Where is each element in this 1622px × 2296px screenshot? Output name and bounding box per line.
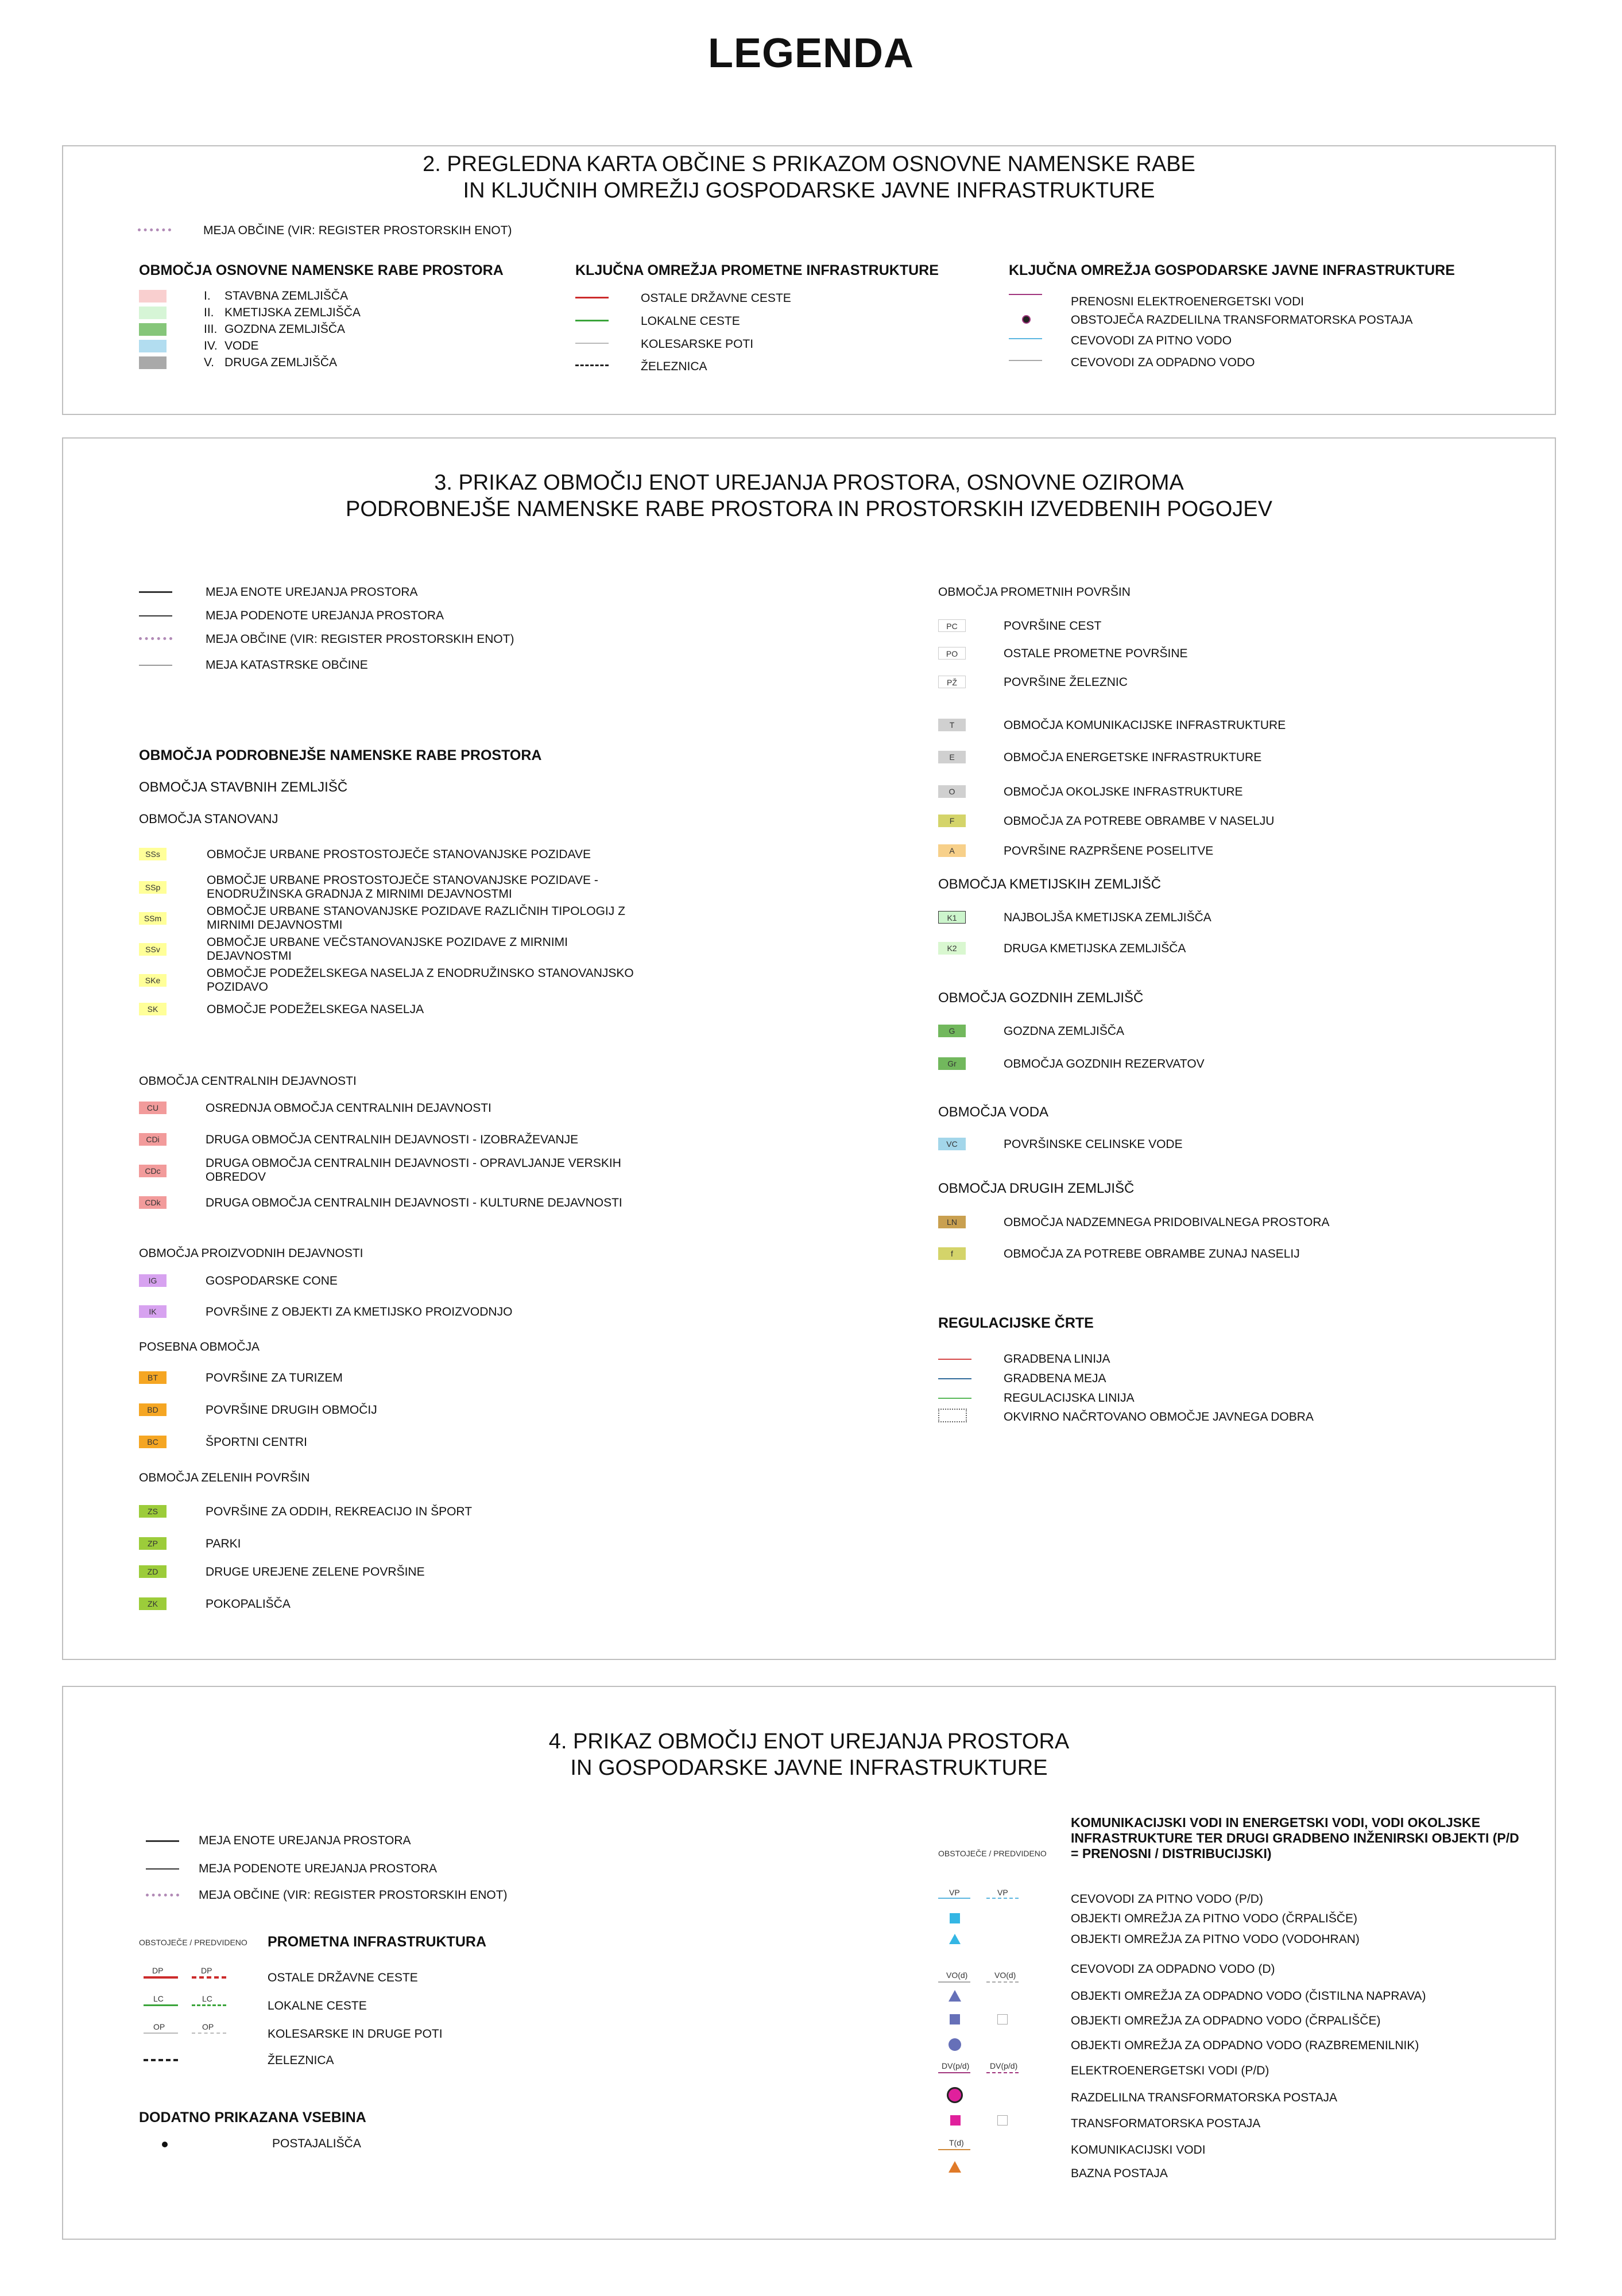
- local-road-line-icon: [575, 320, 609, 321]
- state-road-existing-icon: [144, 1976, 178, 1979]
- power-line-planned-icon: [986, 2072, 1019, 2073]
- landuse-swatch-ii: [139, 307, 167, 319]
- utility-objects-heading: KOMUNIKACIJSKI VODI IN ENERGETSKI VODI, VODI OKOLJSKE INFRASTRUKTURE TER DRUGI GRADBENO INŽENIRSKI OBJEKTI (P/D = PRENOSNI / DISTRIBUCIJSKI): [1071, 1815, 1519, 1861]
- housing-item: OBMOČJE PODEŽELSKEGA NASELJA Z ENODRUŽINSKO STANOVANJSKO POZIDAVO: [207, 967, 634, 994]
- regulation-item: GRADBENA LINIJA: [1004, 1352, 1110, 1366]
- swatch-zp: ZP: [139, 1537, 167, 1550]
- landuse-swatch-i: [139, 290, 167, 302]
- municipality-border-line-icon: [139, 637, 172, 640]
- central-item: DRUGA OBMOČJA CENTRALNIH DEJAVNOSTI - OPRAVLJANJE VERSKIH OBREDOV: [206, 1157, 621, 1184]
- wastewater-pipe-existing-icon: [938, 1981, 970, 1983]
- utility-item: PRENOSNI ELEKTROENERGETSKI VODI: [1071, 295, 1304, 308]
- section-2-title-line-1: 2. PREGLEDNA KARTA OBČINE S PRIKAZOM OSNOVNE NAMENSKE RABE: [423, 152, 1195, 176]
- swatch-f-outside: f: [938, 1247, 966, 1260]
- traffic-infra-item: LOKALNE CESTE: [268, 1999, 367, 2012]
- distribution-substation-icon: [947, 2087, 963, 2103]
- power-line-code: DV(p/d): [942, 2061, 970, 2070]
- border-item: MEJA PODENOTE UREJANJA PROSTORA: [199, 1862, 438, 1875]
- swatch-f: F: [938, 815, 966, 827]
- housing-item: OBMOČJE URBANE PROSTOSTOJEČE STANOVANJSKE POZIDAVE - ENODRUŽINSKA GRADNJA Z MIRNIMI DEJAVNOSTMI: [207, 874, 598, 901]
- central-item: DRUGA OBMOČJA CENTRALNIH DEJAVNOSTI - IZOBRAŽEVANJE: [206, 1133, 579, 1146]
- water-pipe-line-icon: [1009, 338, 1042, 339]
- forest-heading: OBMOČJA GOZDNIH ZEMLJIŠČ: [938, 990, 1144, 1006]
- local-road-existing-icon: [144, 2004, 178, 2006]
- traffic-item: KOLESARSKE POTI: [641, 338, 754, 351]
- transformer-station-icon: [1022, 315, 1031, 324]
- border-item: MEJA OBČINE (VIR: REGISTER PROSTORSKIH ENOT): [199, 1888, 508, 1902]
- swatch-ssp: SSp: [139, 881, 167, 894]
- other-land-item: OBMOČJA NADZEMNEGA PRIDOBIVALNEGA PROSTORA: [1004, 1216, 1330, 1229]
- path-existing-icon: [144, 2033, 178, 2034]
- swatch-gr: Gr: [938, 1057, 966, 1070]
- border-item: MEJA OBČINE (VIR: REGISTER PROSTORSKIH ENOT): [206, 633, 514, 646]
- forest-item: OBMOČJA GOZDNIH REZERVATOV: [1004, 1057, 1205, 1071]
- landuse-item: V. DRUGA ZEMLJIŠČA: [204, 356, 338, 369]
- production-heading: OBMOČJA PROIZVODNIH DEJAVNOSTI: [139, 1247, 363, 1260]
- forest-item: GOZDNA ZEMLJIŠČA: [1004, 1025, 1125, 1038]
- wastewater-pumping-icon: [950, 2014, 960, 2024]
- water-pipe-code: VP: [949, 1888, 960, 1897]
- municipality-border-line-icon: [146, 1894, 179, 1896]
- utility-object-item: OBJEKTI OMREŽJA ZA ODPADNO VODO (ČISTILNA NAPRAVA): [1071, 1989, 1426, 2003]
- existing-planned-label: OBSTOJEČE / PREDVIDENO: [139, 1938, 247, 1947]
- wastewater-pipe-planned-icon: [986, 1981, 1019, 1983]
- wastewater-pumping-planned-icon: [997, 2014, 1008, 2024]
- swatch-t: T: [938, 719, 966, 731]
- utility-item: CEVOVODI ZA PITNO VODO: [1071, 334, 1232, 347]
- traffic-infra-item: ŽELEZNICA: [268, 2054, 334, 2067]
- swatch-zd: ZD: [139, 1565, 167, 1578]
- swatch-pz: PŽ: [938, 676, 966, 688]
- green-item: POVRŠINE ZA ODDIH, REKREACIJO IN ŠPORT: [206, 1505, 473, 1518]
- swatch-o: O: [938, 785, 966, 798]
- building-border-icon: [938, 1378, 971, 1379]
- communication-line-code: T(d): [949, 2138, 964, 2147]
- water-pipe-existing-icon: [938, 1898, 970, 1899]
- housing-item: OBMOČJE URBANE PROSTOSTOJEČE STANOVANJSKE POZIDAVE: [207, 848, 591, 861]
- path-code: OP: [153, 2022, 165, 2031]
- special-item: POVRŠINE DRUGIH OBMOČIJ: [206, 1403, 377, 1417]
- swatch-ssS: SSs: [139, 848, 167, 860]
- regulation-item: REGULACIJSKA LINIJA: [1004, 1391, 1135, 1405]
- border-item: MEJA KATASTRSKE OBČINE: [206, 658, 368, 672]
- section-3-panel: [62, 437, 1556, 1660]
- planning-unit-border-line-icon: [139, 591, 172, 593]
- wastewater-pipe-code: VO(d): [946, 1971, 968, 1980]
- agricultural-item: NAJBOLJŠA KMETIJSKA ZEMLJIŠČA: [1004, 911, 1211, 924]
- local-road-code: LC: [153, 1994, 164, 2003]
- swatch-sk: SK: [139, 1003, 167, 1015]
- local-road-planned-icon: [192, 2004, 226, 2006]
- swatch-k2: K2: [938, 942, 966, 955]
- swatch-zk: ZK: [139, 1597, 167, 1610]
- traffic-item: ŽELEZNICA: [641, 360, 707, 373]
- water-reservoir-icon: [949, 1934, 961, 1944]
- housing-item: OBMOČJE URBANE VEČSTANOVANJSKE POZIDAVE Z MIRNIMI DEJAVNOSTMI: [207, 936, 568, 963]
- municipality-border-label: MEJA OBČINE (VIR: REGISTER PROSTORSKIH ENOT): [203, 224, 512, 237]
- production-item: GOSPODARSKE CONE: [206, 1274, 338, 1287]
- cadastral-border-line-icon: [139, 665, 172, 666]
- cycle-path-line-icon: [575, 343, 609, 344]
- production-item: POVRŠINE Z OBJEKTI ZA KMETIJSKO PROIZVODNJO: [206, 1305, 513, 1318]
- utility-object-item: OBJEKTI OMREŽJA ZA PITNO VODO (VODOHRAN): [1071, 1933, 1360, 1946]
- swatch-bd: BD: [139, 1403, 167, 1416]
- state-road-planned-icon: [192, 1976, 226, 1979]
- traffic-item: OSTALE DRŽAVNE CESTE: [641, 292, 791, 305]
- utility-object-item: KOMUNIKACIJSKI VODI: [1071, 2143, 1206, 2157]
- wastewater-pipe-planned-code: VO(d): [994, 1971, 1016, 1980]
- special-item: POVRŠINE ZA TURIZEM: [206, 1371, 343, 1384]
- border-item: MEJA ENOTE UREJANJA PROSTORA: [199, 1834, 411, 1847]
- water-pipe-planned-code: VP: [997, 1888, 1008, 1897]
- path-planned-icon: [192, 2033, 226, 2034]
- traffic-network-heading: KLJUČNA OMREŽJA PROMETNE INFRASTRUKTURE: [575, 262, 939, 278]
- section-4-panel: [62, 1686, 1556, 2240]
- swatch-vc: VC: [938, 1138, 966, 1150]
- traffic-area-item: OBMOČJA ENERGETSKE INFRASTRUKTURE: [1004, 751, 1262, 764]
- detailed-landuse-heading: OBMOČJA PODROBNEJŠE NAMENSKE RABE PROSTORA: [139, 747, 542, 763]
- planning-unit-border-line-icon: [146, 1840, 179, 1842]
- transformer-station-icon: [950, 2115, 961, 2126]
- water-item: POVRŠINSKE CELINSKE VODE: [1004, 1138, 1183, 1151]
- regulation-item: OKVIRNO NAČRTOVANO OBMOČJE JAVNEGA DOBRA: [1004, 1410, 1314, 1424]
- landuse-item: III. GOZDNA ZEMLJIŠČA: [204, 323, 346, 336]
- other-land-heading: OBMOČJA DRUGIH ZEMLJIŠČ: [938, 1181, 1135, 1196]
- regulation-lines-heading: REGULACIJSKE ČRTE: [938, 1315, 1094, 1331]
- green-item: DRUGE UREJENE ZELENE POVRŠINE: [206, 1565, 425, 1578]
- swatch-cu: CU: [139, 1102, 167, 1114]
- public-domain-area-icon: [938, 1409, 967, 1422]
- swatch-k1: K1: [938, 911, 966, 924]
- swatch-ln: LN: [938, 1216, 966, 1228]
- state-road-line-icon: [575, 297, 609, 298]
- traffic-area-item: POVRŠINE ŽELEZNIC: [1004, 676, 1128, 689]
- special-item: ŠPORTNI CENTRI: [206, 1436, 307, 1449]
- section-2-title: [63, 151, 1555, 204]
- state-road-planned-code: DP: [201, 1966, 212, 1975]
- landuse-item: IV. VODE: [204, 339, 259, 352]
- swatch-ssv: SSv: [139, 943, 167, 956]
- power-line-planned-code: DV(p/d): [990, 2061, 1018, 2070]
- other-land-item: OBMOČJA ZA POTREBE OBRAMBE ZUNAJ NASELIJ: [1004, 1247, 1300, 1261]
- water-pipe-planned-icon: [986, 1898, 1019, 1899]
- swatch-ssm: SSm: [139, 912, 167, 925]
- stop-point-icon: [162, 2142, 168, 2147]
- housing-item: OBMOČJE URBANE STANOVANJSKE POZIDAVE RAZLIČNIH TIPOLOGIJ Z MIRNIMI DEJAVNOSTMI: [207, 905, 625, 932]
- central-item: DRUGA OBMOČJA CENTRALNIH DEJAVNOSTI - KULTURNE DEJAVNOSTI: [206, 1196, 622, 1209]
- traffic-area-item: OBMOČJA KOMUNIKACIJSKE INFRASTRUKTURE: [1004, 719, 1286, 732]
- border-item: MEJA ENOTE UREJANJA PROSTORA: [206, 585, 418, 599]
- traffic-infra-item: KOLESARSKE IN DRUGE POTI: [268, 2027, 443, 2041]
- railway-line-icon: [575, 364, 609, 366]
- traffic-item: LOKALNE CESTE: [641, 315, 740, 328]
- agricultural-heading: OBMOČJA KMETIJSKIH ZEMLJIŠČ: [938, 876, 1162, 892]
- special-areas-heading: POSEBNA OBMOČJA: [139, 1340, 260, 1353]
- central-item: OSREDNJA OBMOČJA CENTRALNIH DEJAVNOSTI: [206, 1102, 491, 1115]
- swatch-bc: BC: [139, 1436, 167, 1448]
- utility-object-item: OBJEKTI OMREŽJA ZA ODPADNO VODO (RAZBREMENILNIK): [1071, 2039, 1419, 2052]
- planning-subunit-border-line-icon: [146, 1868, 179, 1870]
- traffic-infrastructure-heading: PROMETNA INFRASTRUKTURA: [268, 1934, 486, 1950]
- utility-network-heading: KLJUČNA OMREŽJA GOSPODARSKE JAVNE INFRASTRUKTURE: [1009, 262, 1455, 278]
- wastewater-pipe-line-icon: [1009, 360, 1042, 361]
- existing-planned-label-right: OBSTOJEČE / PREDVIDENO: [938, 1849, 1047, 1858]
- state-road-code: DP: [152, 1966, 164, 1975]
- utility-object-item: BAZNA POSTAJA: [1071, 2167, 1168, 2180]
- landuse-heading: OBMOČJA OSNOVNE NAMENSKE RABE PROSTORA: [139, 262, 504, 278]
- swatch-cdc: CDc: [139, 1165, 167, 1177]
- swatch-cdi: CDi: [139, 1133, 167, 1146]
- building-line-icon: [938, 1359, 971, 1360]
- green-areas-heading: OBMOČJA ZELENIH POVRŠIN: [139, 1471, 310, 1484]
- regulation-item: GRADBENA MEJA: [1004, 1372, 1106, 1385]
- landuse-swatch-iv: [139, 340, 167, 352]
- swatch-ik: IK: [139, 1305, 167, 1318]
- landuse-swatch-iii: [139, 323, 167, 336]
- traffic-area-item: OBMOČJA OKOLJSKE INFRASTRUKTURE: [1004, 785, 1243, 798]
- utility-object-item: CEVOVODI ZA ODPADNO VODO (D): [1071, 1963, 1275, 1976]
- utility-item: OBSTOJEČA RAZDELILNA TRANSFORMATORSKA POSTAJA: [1071, 313, 1413, 327]
- swatch-e: E: [938, 751, 966, 763]
- agricultural-item: DRUGA KMETIJSKA ZEMLJIŠČA: [1004, 942, 1186, 955]
- housing-heading: OBMOČJA STANOVANJ: [139, 812, 278, 826]
- swatch-bt: BT: [139, 1371, 167, 1384]
- additional-content-heading: DODATNO PRIKAZANA VSEBINA: [139, 2109, 366, 2126]
- housing-item: OBMOČJE PODEŽELSKEGA NASELJA: [207, 1003, 424, 1016]
- traffic-area-item: OSTALE PROMETNE POVRŠINE: [1004, 647, 1188, 660]
- swatch-cdk: CDk: [139, 1196, 167, 1209]
- water-heading: OBMOČJA VODA: [938, 1104, 1049, 1120]
- planning-subunit-border-line-icon: [139, 615, 172, 616]
- power-line-icon: [1009, 294, 1042, 295]
- swatch-g: G: [938, 1025, 966, 1037]
- base-station-icon: [949, 2161, 961, 2173]
- section-4-title-line-1: 4. PRIKAZ OBMOČIJ ENOT UREJANJA PROSTORA: [548, 1729, 1070, 1754]
- treatment-plant-icon: [949, 1990, 961, 2002]
- section-2-panel: [62, 145, 1556, 415]
- regulation-line-icon: [938, 1398, 971, 1399]
- local-road-planned-code: LC: [202, 1994, 212, 2003]
- railway-icon: [144, 2059, 178, 2061]
- traffic-area-item: OBMOČJA ZA POTREBE OBRAMBE V NASELJU: [1004, 815, 1275, 828]
- utility-object-item: CEVOVODI ZA PITNO VODO (P/D): [1071, 1892, 1263, 1906]
- landuse-item: II. KMETIJSKA ZEMLJIŠČA: [204, 306, 361, 319]
- utility-object-item: ELEKTROENERGETSKI VODI (P/D): [1071, 2064, 1269, 2077]
- swatch-po: PO: [938, 647, 966, 660]
- section-4-title-line-2: IN GOSPODARSKE JAVNE INFRASTRUKTURE: [570, 1756, 1048, 1780]
- transformer-station-planned-icon: [997, 2115, 1008, 2126]
- utility-object-item: OBJEKTI OMREŽJA ZA PITNO VODO (ČRPALIŠČE): [1071, 1912, 1358, 1925]
- section-3-title-line-1: 3. PRIKAZ OBMOČIJ ENOT UREJANJA PROSTORA, OSNOVNE OZIROMA: [434, 471, 1184, 495]
- central-activities-heading: OBMOČJA CENTRALNIH DEJAVNOSTI: [139, 1075, 357, 1088]
- water-pumping-station-icon: [950, 1913, 960, 1923]
- municipality-border-symbol: [138, 228, 171, 231]
- traffic-infra-item: OSTALE DRŽAVNE CESTE: [268, 1971, 418, 1984]
- green-item: PARKI: [206, 1537, 241, 1550]
- section-2-title-line-2: IN KLJUČNIH OMREŽIJ GOSPODARSKE JAVNE INFRASTRUKTURE: [463, 179, 1155, 203]
- section-3-title: [63, 470, 1555, 522]
- landuse-swatch-v: [139, 356, 167, 369]
- utility-object-item: RAZDELILNA TRANSFORMATORSKA POSTAJA: [1071, 2091, 1338, 2104]
- legend-title: LEGENDA: [707, 30, 915, 76]
- section-3-title-line-2: PODROBNEJŠE NAMENSKE RABE PROSTORA IN PROSTORSKIH IZVEDBENIH POGOJEV: [346, 497, 1272, 521]
- traffic-areas-heading: OBMOČJA PROMETNIH POVRŠIN: [938, 585, 1131, 599]
- section-4-title: [63, 1728, 1555, 1781]
- border-item: MEJA PODENOTE UREJANJA PROSTORA: [206, 609, 444, 622]
- additional-item: POSTAJALIŠČA: [272, 2137, 361, 2150]
- landuse-item: I. STAVBNA ZEMLJIŠČA: [204, 289, 349, 302]
- swatch-a: A: [938, 844, 966, 857]
- power-line-existing-icon: [938, 2072, 970, 2073]
- swatch-zs: ZS: [139, 1505, 167, 1518]
- communication-line-icon: [938, 2149, 970, 2150]
- traffic-area-item: POVRŠINE CEST: [1004, 619, 1102, 633]
- green-item: POKOPALIŠČA: [206, 1597, 291, 1611]
- utility-object-item: TRANSFORMATORSKA POSTAJA: [1071, 2117, 1261, 2130]
- swatch-ig: IG: [139, 1274, 167, 1287]
- path-planned-code: OP: [202, 2022, 214, 2031]
- utility-object-item: OBJEKTI OMREŽJA ZA ODPADNO VODO (ČRPALIŠČE): [1071, 2014, 1381, 2027]
- building-land-heading: OBMOČJA STAVBNIH ZEMLJIŠČ: [139, 779, 348, 795]
- swatch-ske: SKe: [139, 974, 167, 987]
- swatch-pc: PC: [938, 619, 966, 632]
- utility-item: CEVOVODI ZA ODPADNO VODO: [1071, 356, 1255, 369]
- overflow-relief-icon: [949, 2038, 961, 2051]
- traffic-area-item: POVRŠINE RAZPRŠENE POSELITVE: [1004, 844, 1214, 858]
